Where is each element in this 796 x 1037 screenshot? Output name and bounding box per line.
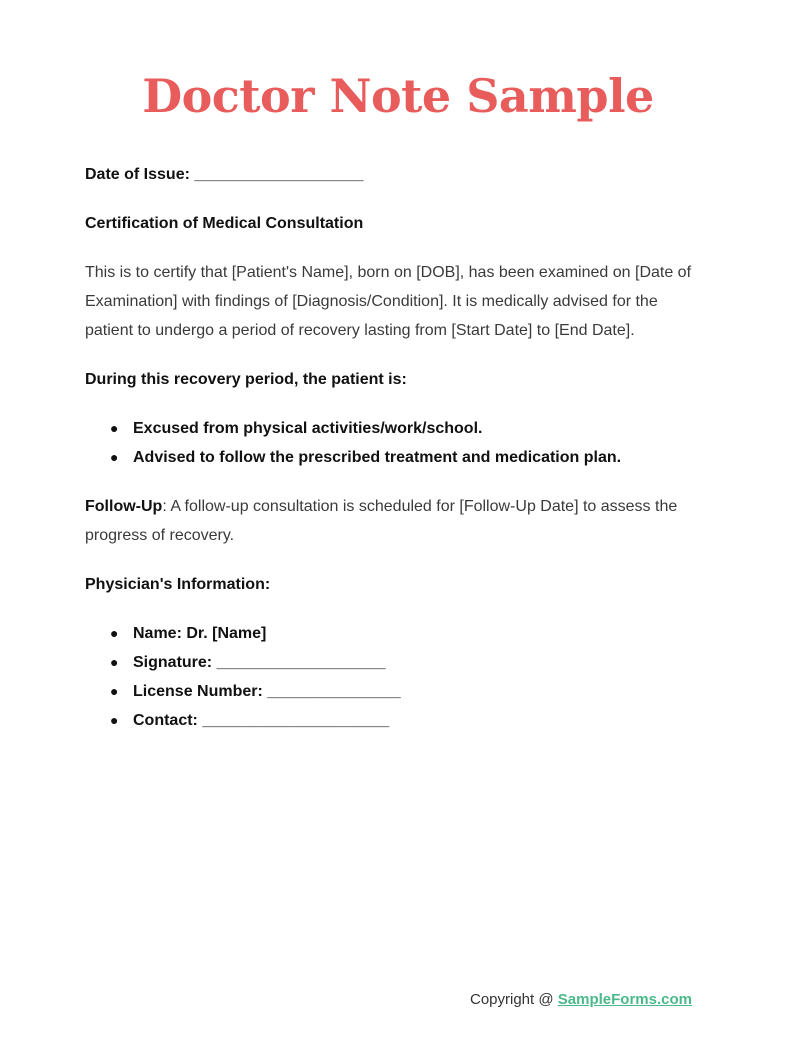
physician-contact-field: Contact: _____________________ [133,712,390,729]
bullet-icon: ● [110,683,119,699]
bullet-icon: ● [110,625,119,641]
physician-license-field: License Number: _______________ [133,683,401,700]
list-item [85,648,705,677]
list-item [85,619,705,648]
bullet-icon: ● [110,654,119,670]
page-title: Doctor Note Sample [142,69,654,123]
certification-paragraph: This is to certify that [Patient's Name], born on [DOB], has been examined on [Date of Examination] with findings of [Diagnosis/Condition]. It is medically advised for the patient to undergo a period of recovery lasting from [Start Date] to [End Date]. [85,264,692,339]
physician-heading: Physician's Information: [85,576,271,593]
copyright-footer [470,988,692,1012]
list-item [85,443,705,472]
list-item [85,414,705,443]
physician-list [85,619,705,735]
followup-label: Follow-Up [85,498,163,515]
bullet-icon: ● [110,449,119,465]
document-body [85,160,705,755]
list-item [85,706,705,735]
physician-name-field: Name: Dr. [Name] [133,625,267,642]
recovery-heading: During this recovery period, the patient is: [85,371,407,388]
recovery-item-text: Excused from physical activities/work/school. [133,420,483,437]
recovery-item-text: Advised to follow the prescribed treatment and medication plan. [133,449,622,466]
copyright-text: Copyright @ [470,991,558,1008]
certification-heading: Certification of Medical Consultation [85,215,364,232]
list-item [85,677,705,706]
physician-signature-field: Signature: ___________________ [133,654,386,671]
bullet-icon: ● [110,712,119,728]
followup-paragraph [85,492,705,550]
brand-link[interactable]: SampleForms.com [557,991,692,1008]
bullet-icon: ● [110,420,119,436]
followup-text: : A follow-up consultation is scheduled for [Follow-Up Date] to assess the progress of recovery. [85,498,678,544]
recovery-list [85,414,705,472]
date-of-issue-field: Date of Issue: ___________________ [85,166,364,183]
